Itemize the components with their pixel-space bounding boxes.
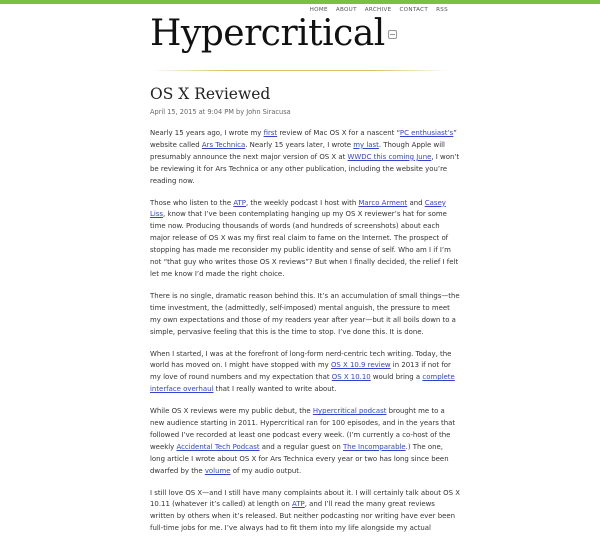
- inline-link[interactable]: Casey Liss: [150, 198, 446, 219]
- paragraph-text: There is no single, dramatic reason behind this. It’s an accumulation of small things—the time investment, the (admittedly, self-imposed) mental anguish, the pressure to meet my own expectations and those of my readers year after year—but it all boils down to a simple, pervasive feeling that this is the time to stop. I’ve done this. It is done.: [150, 291, 460, 336]
- inline-link[interactable]: WWDC this coming June: [347, 152, 432, 161]
- paragraph-text: , the weekly podcast I host with: [245, 198, 359, 207]
- top-accent-stripe: [0, 0, 600, 4]
- paragraph-text: Nearly 15 years ago, I wrote my: [150, 129, 264, 137]
- paragraph-text: that I really wanted to write about.: [213, 385, 337, 394]
- inline-link[interactable]: Hypercritical podcast: [312, 407, 387, 416]
- paragraph-text: , and I’ll read the many great reviews written by others when it’s released. But neither podcasting nor writing have ever been full-time jobs for me. I’ve always had to fit them into my life alongside my actual: [150, 500, 456, 533]
- inline-link[interactable]: OS X 10.10: [331, 373, 371, 382]
- post-article: [150, 84, 460, 545]
- site-title[interactable]: Hypercritical: [150, 13, 385, 54]
- inline-link[interactable]: Ars Technica: [201, 140, 246, 149]
- paragraph-text: . Though Apple will presumably announce the next major version of OS X at: [150, 140, 445, 161]
- paragraph-text: . Nearly 15 years later, I wrote: [245, 140, 354, 149]
- inline-link[interactable]: Marco Arment: [358, 198, 408, 207]
- paragraph-text: , I won’t be reviewing it for Ars Technica or any other publication, including the website you’re reading now.: [150, 152, 460, 185]
- paragraph-text: in 2013 if not for my love of round numbers and my expectation that: [150, 361, 451, 382]
- inline-link[interactable]: ATP: [233, 198, 246, 207]
- paragraph-text: review of Mac OS X for a nascent “: [277, 129, 400, 137]
- paragraph-text: Those who listen to the: [150, 198, 234, 207]
- paragraph-text: brought me to a new audience starting in 2011. Hypercritical ran for 100 episodes, and in the years that followed I’ve recorded at least one podcast every week. (I’m currently a co-host of the weekly: [150, 407, 456, 451]
- post-paragraph: [150, 291, 460, 339]
- menu-box-icon[interactable]: [388, 30, 397, 39]
- inline-link[interactable]: volume: [204, 466, 231, 475]
- nav-link-about[interactable]: ABOUT: [335, 7, 357, 13]
- paragraph-text: I still love OS X—and I still have many complaints about it. I will certainly talk about OS X 10.11 (whatever it’s called) at length on: [150, 488, 460, 509]
- inline-link[interactable]: complete interface overhaul: [150, 373, 455, 394]
- paragraph-text: of my audio output.: [230, 466, 302, 475]
- paragraph-text: , know that I’ve been contemplating hanging up my OS X reviewer’s hat for some time now. Producing thousands of words (and hundreds of screenshots) about each major release of OS X was my first real claim to fame on the Internet. The prospect of stopping has made me reconsider my public identity and sense of self. Who am I if I’m not “that guy who writes those OS X reviews”? But when I finally decided, the relief I felt let me know I’d made the right choice.: [150, 210, 459, 278]
- inline-link[interactable]: The Incomparable: [342, 442, 406, 451]
- paragraph-text: would bring a: [370, 373, 423, 382]
- nav-link-home[interactable]: HOME: [309, 7, 328, 13]
- nav-link-rss[interactable]: RSS: [436, 7, 448, 13]
- paragraph-text: and a regular guest on: [259, 442, 343, 451]
- header-divider: [150, 70, 450, 71]
- inline-link[interactable]: my last: [353, 140, 379, 149]
- inline-link[interactable]: PC enthusiast’s: [399, 129, 454, 137]
- post-paragraph: [150, 198, 460, 281]
- inline-link[interactable]: ATP: [292, 500, 305, 509]
- paragraph-text: While OS X reviews were my public debut, the: [150, 407, 313, 416]
- paragraph-text: When I started, I was at the forefront of long-form nerd-centric tech writing. Today, the world has moved on. I might have stopped with my: [150, 349, 452, 370]
- post-paragraph: [150, 406, 460, 477]
- post-body: [150, 128, 460, 535]
- inline-link[interactable]: Accidental Tech Podcast: [176, 442, 260, 451]
- nav-link-contact[interactable]: CONTACT: [399, 7, 429, 13]
- site-header: [150, 14, 397, 54]
- post-title[interactable]: OS X Reviewed: [150, 85, 271, 103]
- post-meta: April 15, 2015 at 9:04 PM by John Siracusa: [150, 108, 291, 116]
- inline-link[interactable]: OS X 10.9 review: [330, 361, 391, 370]
- paragraph-text: and: [407, 198, 425, 207]
- post-paragraph: [150, 349, 460, 397]
- inline-link[interactable]: first: [263, 129, 278, 137]
- paragraph-text: ” website called: [150, 129, 457, 149]
- post-paragraph: [150, 488, 460, 536]
- paragraph-text: .) The one, long article I wrote about OS X for Ars Technica every year or two has long since been dwarfed by the: [150, 442, 449, 475]
- post-paragraph: [150, 128, 460, 188]
- nav-link-archive[interactable]: ARCHIVE: [364, 7, 392, 13]
